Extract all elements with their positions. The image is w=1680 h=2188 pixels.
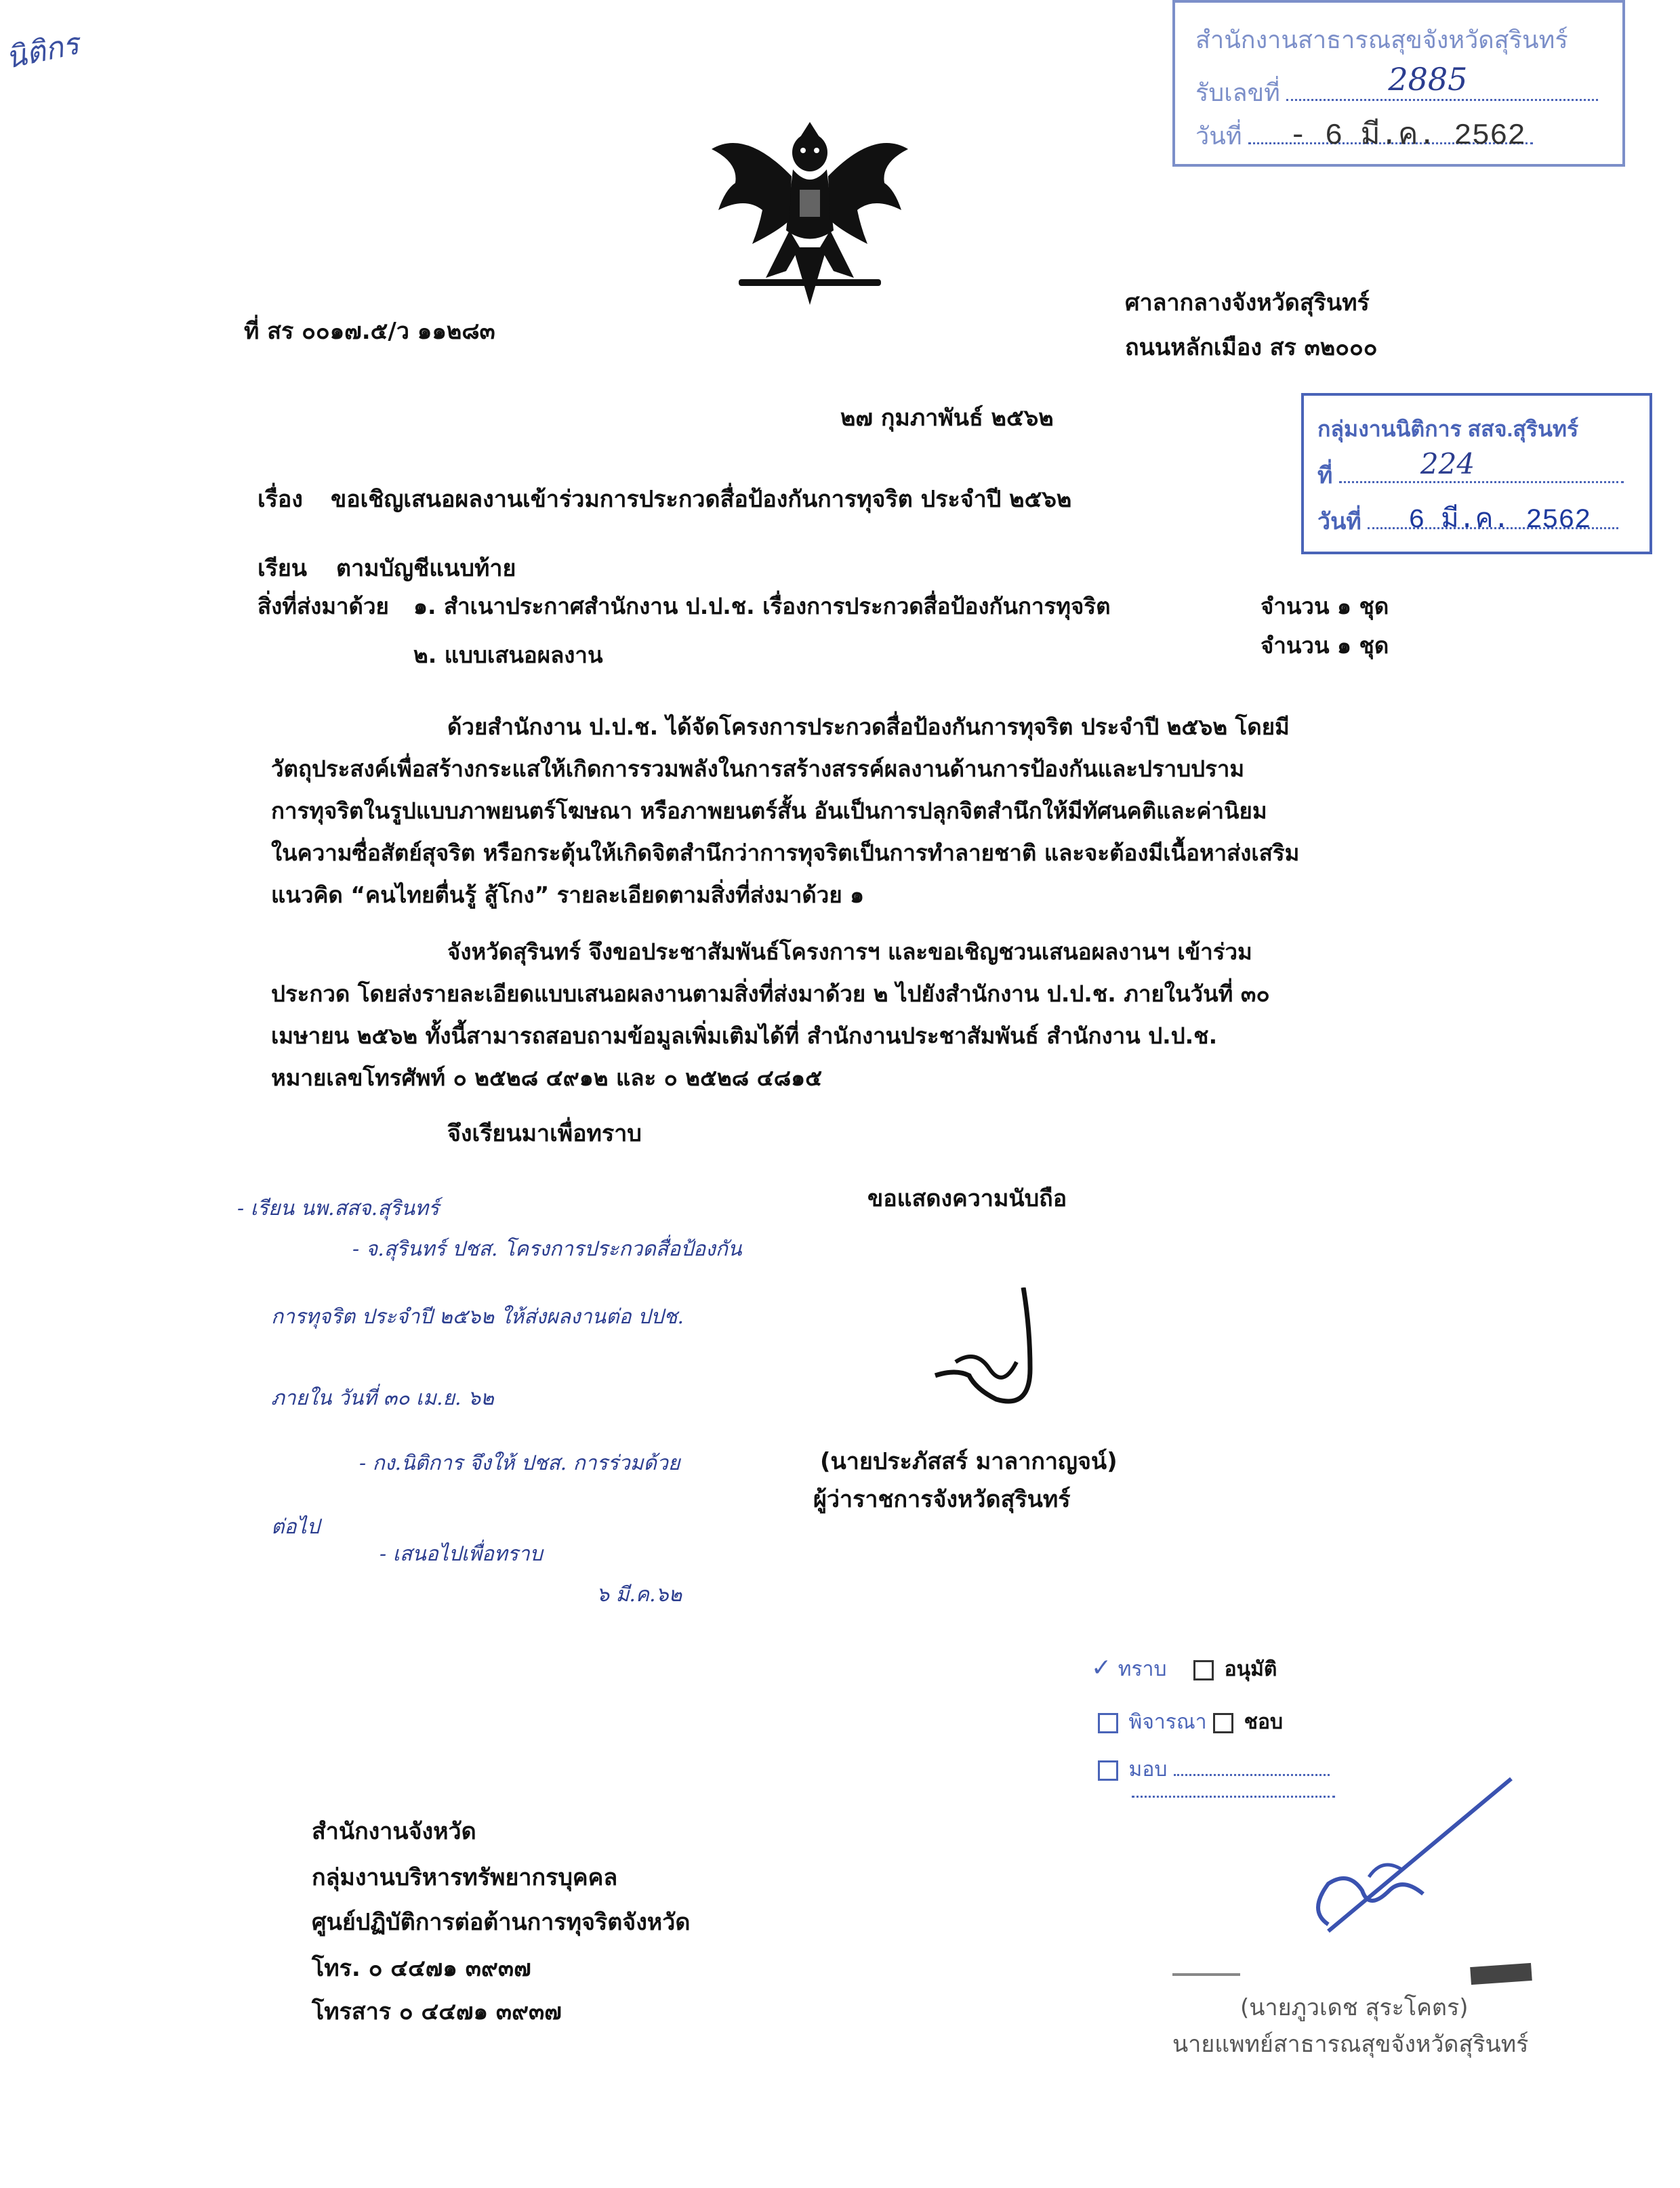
agree-checkbox[interactable] (1213, 1713, 1233, 1733)
legal-number: 224 (1420, 447, 1475, 480)
to-label: เรียน (258, 555, 308, 582)
receipt-date: - 6 มี.ค. 2562 (1289, 119, 1525, 153)
governor-name: (นายประภัสสร์ มาลากาญจน์) (820, 1448, 1118, 1475)
handwritten-note-line3: การทุจริต ประจำปี ๒๕๖๒ ให้ส่งผลงานต่อ ปปช. (271, 1305, 684, 1329)
enclosure-1-qty: จำนวน ๑ ชุด (1261, 593, 1389, 619)
paragraph1-line5: แนวคิด “คนไทยตื่นรู้ สู้โกง” รายละเอียดตามสิ่งที่ส่งมาด้วย ๑ (271, 882, 865, 908)
receipt-stamp-office: สำนักงานสาธารณสุขจังหวัดสุรินทร์ (1195, 26, 1568, 54)
legal-number-label: ที่ (1317, 463, 1333, 489)
director-signature-underline (1172, 1973, 1240, 1976)
governor-title: ผู้ว่าราชการจังหวัดสุรินทร์ (813, 1486, 1071, 1513)
scan-mark (1470, 1963, 1532, 1985)
legal-date: 6 มี.ค. 2562 (1408, 505, 1591, 536)
paragraph1-line1: ด้วยสำนักงาน ป.ป.ช. ได้จัดโครงการประกวดสื่อป้องกันการทุจริต ประจำปี ๒๕๖๒ โดยมี (447, 714, 1290, 740)
paragraph1-line4: ในความซื่อสัตย์สุจริต หรือกระตุ้นให้เกิดจิตสำนึกว่าการทุจริตเป็นการทำลายชาติ และจะต้องมีเนื้อหาส่งเสริม (271, 840, 1300, 866)
handwritten-note-line7: - เสนอไปเพื่อทราบ (380, 1542, 543, 1566)
to-recipient: ตามบัญชีแนบท้าย (336, 555, 516, 582)
action-assign: มอบ (1128, 1758, 1168, 1781)
contact-center: ศูนย์ปฏิบัติการต่อต้านการทุจริตจังหวัด (312, 1909, 691, 1936)
assign-checkbox[interactable] (1098, 1760, 1118, 1781)
closing: จึงเรียนมาเพื่อทราบ (447, 1120, 642, 1147)
paragraph1-line2: วัตถุประสงค์เพื่อสร้างกระแสให้เกิดการรวมพลังในการสร้างสรรค์ผลงานด้านการป้องกันและปราบปราม (271, 756, 1245, 782)
director-signature (1288, 1775, 1572, 1952)
handwritten-note-line5: - กง.นิติการ จึงให้ ปชส. การร่วมด้วย (359, 1451, 680, 1475)
contact-office: สำนักงานจังหวัด (312, 1818, 476, 1845)
letter-date: ๒๗ กุมภาพันธ์ ๒๕๖๒ (840, 405, 1054, 432)
contact-fax: โทรสาร ๐ ๔๔๗๑ ๓๙๓๗ (312, 1998, 562, 2025)
subject-label: เรื่อง (258, 486, 303, 513)
receipt-number-label: รับเลขที่ (1195, 79, 1280, 106)
contact-phone: โทร. ๐ ๔๔๗๑ ๓๙๓๗ (312, 1955, 531, 1982)
handwritten-note-line1: - เรียน นพ.สสจ.สุรินทร์ (237, 1197, 440, 1220)
margin-note: นิติกร (2, 26, 83, 76)
reference-no: ที่ สร ๐๐๑๗.๕/ว ๑๑๒๘๓ (244, 318, 495, 345)
legal-stamp (1301, 393, 1652, 554)
legal-stamp-title: กลุ่มงานนิติการ สสจ.สุรินทร์ (1317, 417, 1579, 441)
approve-checkbox[interactable] (1193, 1660, 1214, 1680)
garuda-emblem (698, 102, 922, 325)
receipt-date-row (1195, 117, 1602, 155)
action-box: ✓ ทราบ อนุมัติ พิจารณา ชอบ มอบ (1091, 1653, 1403, 1802)
receipt-stamp (1172, 0, 1625, 167)
action-acknowledge: ทราบ (1118, 1657, 1167, 1681)
governor-signature (928, 1287, 1105, 1423)
handwritten-note-line2: - จ.สุรินทร์ ปชส. โครงการประกวดสื่อป้องกัน (352, 1237, 742, 1261)
action-approve: อนุมัติ (1224, 1657, 1277, 1681)
legal-date-row (1317, 503, 1618, 539)
sender-address-line1: ศาลากลางจังหวัดสุรินทร์ (1125, 289, 1370, 316)
paragraph1-line3: การทุจริตในรูปแบบภาพยนตร์โฆษณา หรือภาพยนตร์สั้น อันเป็นการปลุกจิตสำนึกให้มีทัศนคติและค่านิยม (271, 798, 1267, 824)
director-title: นายแพทย์สาธารณสุขจังหวัดสุรินทร์ (1172, 2031, 1529, 2058)
handwritten-note-line8: ๖ มี.ค.๖๒ (596, 1583, 682, 1607)
handwritten-note-line4: ภายใน วันที่ ๓๐ เม.ย. ๖๒ (271, 1386, 494, 1410)
enclosure-2-qty: จำนวน ๑ ชุด (1261, 632, 1389, 659)
enclosure-2: ๒. แบบเสนอผลงาน (413, 642, 603, 668)
handwritten-note-line6: ต่อไป (271, 1515, 320, 1539)
director-name: (นายภูวเดช สุระโคตร) (1240, 1994, 1469, 2021)
salutation: ขอแสดงความนับถือ (867, 1185, 1067, 1212)
legal-date-label: วันที่ (1317, 509, 1361, 535)
sender-address-line2: ถนนหลักเมือง สร ๓๒๐๐๐ (1125, 334, 1378, 361)
paragraph2-line2: ประกวด โดยส่งรายละเอียดแบบเสนอผลงานตามสิ่งที่ส่งมาด้วย ๒ ไปยังสำนักงาน ป.ป.ช. ภายในวันที่ ๓๐ (271, 981, 1270, 1007)
enclosure-1: ๑. สำเนาประกาศสำนักงาน ป.ป.ช. เรื่องการประกวดสื่อป้องกันการทุจริต (413, 593, 1111, 619)
legal-number-row (1317, 447, 1624, 493)
action-agree: ชอบ (1244, 1710, 1284, 1734)
receipt-number-row (1195, 61, 1602, 112)
enclosures-label: สิ่งที่ส่งมาด้วย (258, 593, 389, 619)
paragraph2-line3: เมษายน ๒๕๖๒ ทั้งนี้สามารถสอบถามข้อมูลเพิ่มเติมได้ที่ สำนักงานประชาสัมพันธ์ สำนักงาน ป.ป.ช. (271, 1023, 1218, 1049)
receipt-date-label: วันที่ (1195, 122, 1242, 150)
consider-checkbox[interactable] (1098, 1713, 1118, 1733)
paragraph2-line1: จังหวัดสุรินทร์ จึงขอประชาสัมพันธ์โครงการฯ และขอเชิญชวนเสนอผลงานฯ เข้าร่วม (447, 938, 1252, 965)
receipt-number: 2885 (1388, 61, 1468, 98)
subject: ขอเชิญเสนอผลงานเข้าร่วมการประกวดสื่อป้องกันการทุจริต ประจำปี ๒๕๖๒ (331, 486, 1072, 513)
action-consider: พิจารณา (1128, 1710, 1207, 1734)
paragraph2-line4: หมายเลขโทรศัพท์ ๐ ๒๕๒๘ ๔๙๑๒ และ ๐ ๒๕๒๘ ๔๘๑๕ (271, 1065, 823, 1091)
contact-group: กลุ่มงานบริหารทรัพยากรบุคคล (312, 1864, 618, 1891)
